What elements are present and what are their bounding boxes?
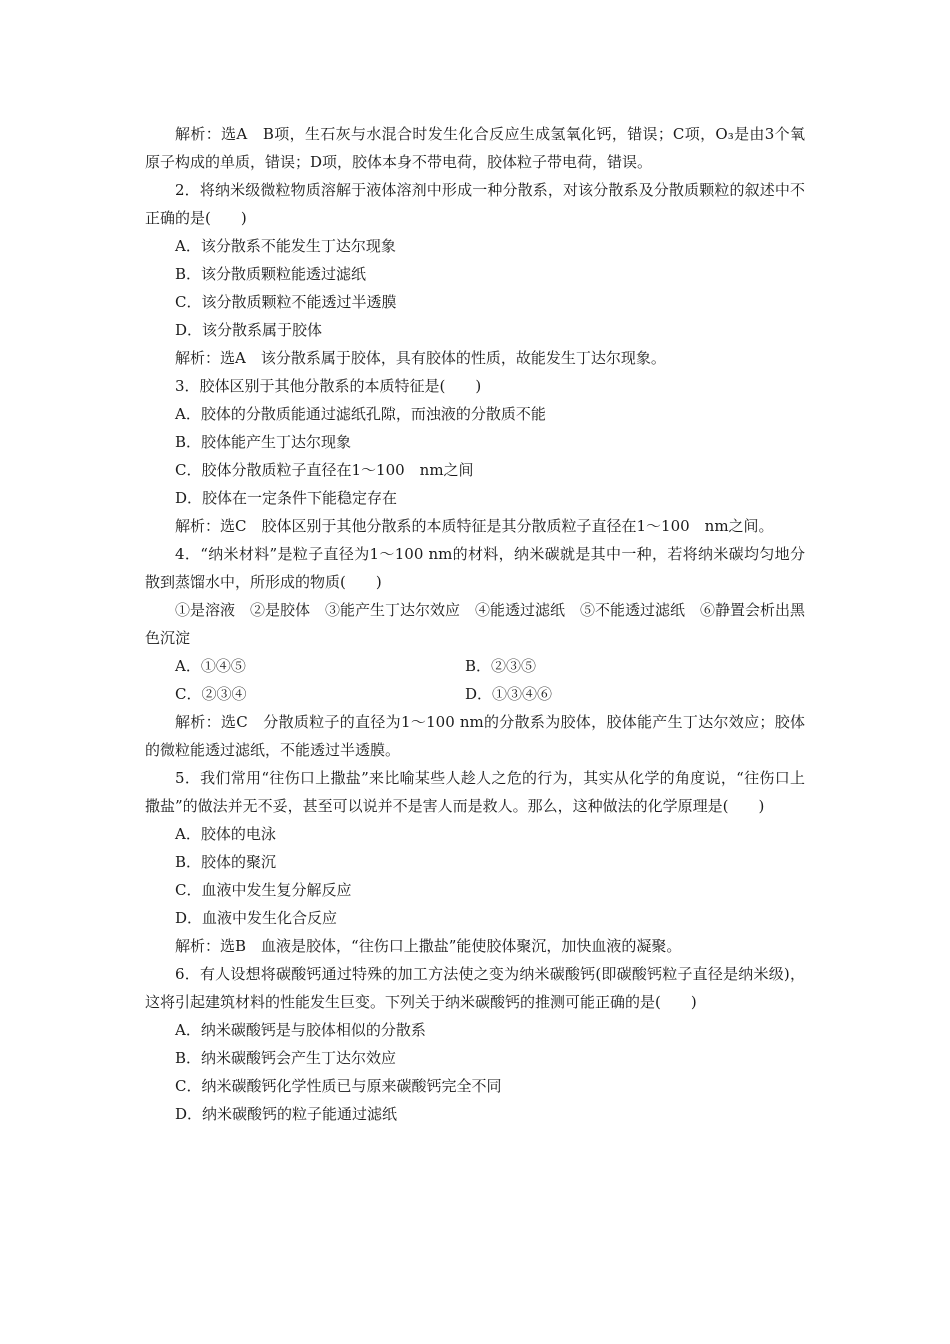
q5-option-b: B．胶体的聚沉 xyxy=(175,853,277,871)
q4-option-b: B．②③⑤ xyxy=(465,657,537,675)
q3-option-d: D．胶体在一定条件下能稳定存在 xyxy=(175,489,398,507)
q4-options-row-2 xyxy=(145,680,805,708)
q4-stem: 4．“纳米材料”是粒子直径为1～100 nm的材料，纳米碳就是其中一种，若将纳米碳均匀地分散到蒸馏水中，所形成的物质( ) xyxy=(145,545,805,591)
q5-analysis: 解析：选B 血液是胶体，“往伤口上撒盐”能使胶体聚沉，加快血液的凝聚。 xyxy=(175,937,682,955)
q4-analysis: 解析：选C 分散质粒子的直径为1～100 nm的分散系为胶体，胶体能产生丁达尔效应；胶体的微粒能透过滤纸，不能透过半透膜。 xyxy=(145,713,805,759)
q6-option-c: C．纳米碳酸钙化学性质已与原来碳酸钙完全不同 xyxy=(175,1077,502,1095)
q4-statements: ①是溶液 ②是胶体 ③能产生丁达尔效应 ④能透过滤纸 ⑤不能透过滤纸 ⑥静置会析出黑色沉淀 xyxy=(145,601,806,647)
q2-option-c: C．该分散质颗粒不能透过半透膜 xyxy=(175,293,397,311)
q2-option-b: B．该分散质颗粒能透过滤纸 xyxy=(175,265,367,283)
document-page xyxy=(145,120,805,1128)
q6-option-a: A．纳米碳酸钙是与胶体相似的分散系 xyxy=(175,1021,426,1039)
q3-analysis: 解析：选C 胶体区别于其他分散系的本质特征是其分散质粒子直径在1～100 nm之间。 xyxy=(175,517,774,535)
q3-option-a: A．胶体的分散质能通过滤纸孔隙，而浊液的分散质不能 xyxy=(175,405,546,423)
q2-stem: 2．将纳米级微粒物质溶解于液体溶剂中形成一种分散系，对该分散系及分散质颗粒的叙述中不正确的是( ) xyxy=(145,181,805,227)
q1-analysis: 解析：选A B项，生石灰与水混合时发生化合反应生成氢氧化钙，错误；C项，O₃是由3个氧原子构成的单质，错误；D项，胶体本身不带电荷，胶体粒子带电荷，错误。 xyxy=(145,125,805,171)
q5-option-c: C．血液中发生复分解反应 xyxy=(175,881,352,899)
q6-option-b: B．纳米碳酸钙会产生丁达尔效应 xyxy=(175,1049,397,1067)
q4-option-d: D．①③④⑥ xyxy=(465,685,553,703)
q5-option-a: A．胶体的电泳 xyxy=(175,825,276,843)
q2-option-a: A．该分散系不能发生丁达尔现象 xyxy=(175,237,396,255)
q4-option-c: C．②③④ xyxy=(175,685,247,703)
q4-options-row-1 xyxy=(145,652,805,680)
q3-stem: 3．胶体区别于其他分散系的本质特征是( ) xyxy=(175,377,482,395)
q3-option-b: B．胶体能产生丁达尔现象 xyxy=(175,433,352,451)
q6-option-d: D．纳米碳酸钙的粒子能通过滤纸 xyxy=(175,1105,398,1123)
q4-option-a: A．①④⑤ xyxy=(175,657,246,675)
q2-analysis: 解析：选A 该分散系属于胶体，具有胶体的性质，故能发生丁达尔现象。 xyxy=(175,349,666,367)
q3-option-c: C．胶体分散质粒子直径在1～100 nm之间 xyxy=(175,461,474,479)
q5-option-d: D．血液中发生化合反应 xyxy=(175,909,338,927)
q6-stem: 6．有人设想将碳酸钙通过特殊的加工方法使之变为纳米碳酸钙(即碳酸钙粒子直径是纳米级)，这将引起建筑材料的性能发生巨变。下列关于纳米碳酸钙的推测可能正确的是( ) xyxy=(145,965,805,1011)
q2-option-d: D．该分散系属于胶体 xyxy=(175,321,323,339)
q5-stem: 5．我们常用“往伤口上撒盐”来比喻某些人趁人之危的行为，其实从化学的角度说，“往伤口上撒盐”的做法并无不妥，甚至可以说并不是害人而是救人。那么，这种做法的化学原理是( ) xyxy=(145,769,805,815)
